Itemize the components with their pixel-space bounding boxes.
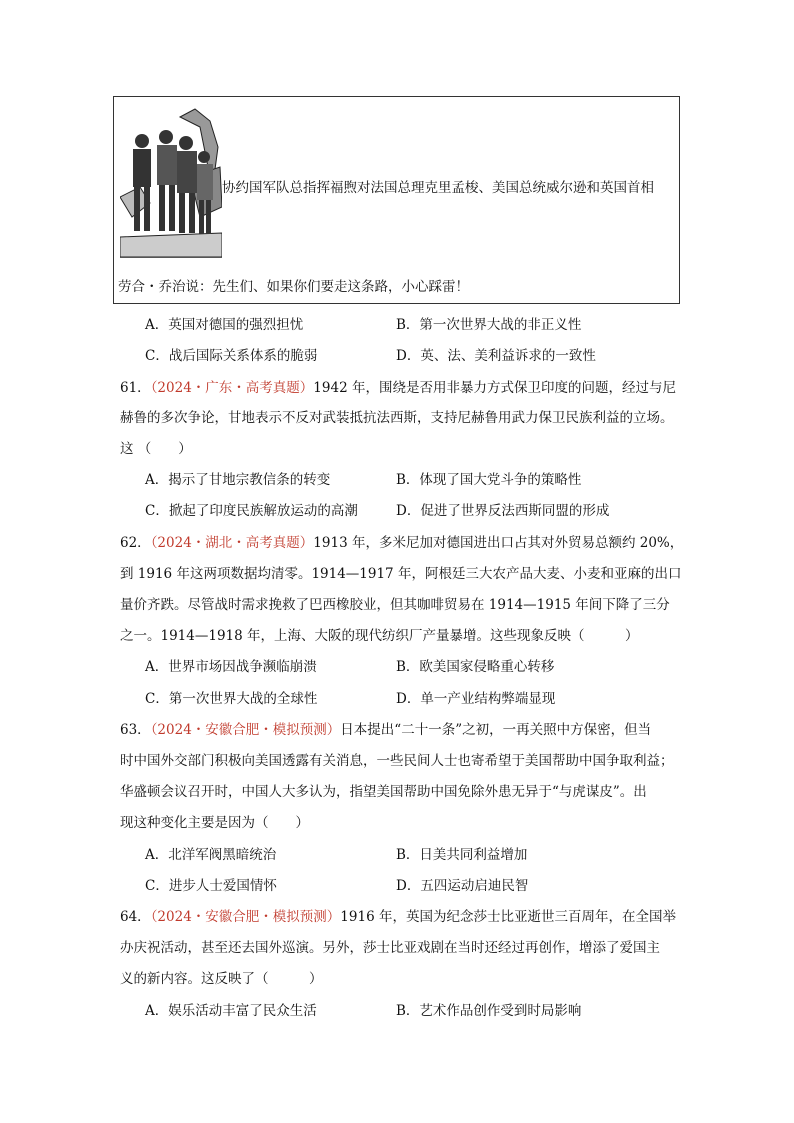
q63-option-b[interactable]: B．日美共同利益增加 [396,847,528,863]
question-source: （2024・安徽合肥・模拟预测） [150,722,341,738]
q61-option-c[interactable]: C．掀起了印度民族解放运动的高潮 [145,503,358,519]
q61-stem-line-3: 这 （ ） [120,441,192,457]
q62-option-b[interactable]: B．欧美国家侵略重心转移 [396,659,555,675]
cartoon-illustration [120,107,222,257]
q63-option-c[interactable]: C．进步人士爱国情怀 [145,878,277,894]
illustration-underline [120,257,222,258]
q62-option-d[interactable]: D．单一产业结构弊端显现 [396,691,556,707]
stem-text: 1942 年，围绕是否用非暴力方式保卫印度的问题，经过与尼 [313,380,676,396]
question-number: 64． [120,909,151,925]
question-source: （2024・湖北・高考真题） [150,535,314,551]
question-source: （2024・安徽合肥・模拟预测） [150,909,341,925]
q64-option-a[interactable]: A．娱乐活动丰富了民众生活 [145,1003,317,1019]
q63-option-a[interactable]: A．北洋军阀黑暗统治 [145,847,277,863]
question-number: 63． [120,722,151,738]
question-source: （2024・广东・高考真题） [150,380,314,396]
q62-option-a[interactable]: A．世界市场因战争濒临崩溃 [145,659,317,675]
q60-option-a[interactable]: A．英国对德国的强烈担忧 [145,317,304,333]
q63-stem-line-2: 时中国外交部门积极向美国透露有关消息，一些民间人士也寄希望于美国帮助中国争取利益； [120,753,674,769]
stem-text: 1916 年，英国为纪念莎士比亚逝世三百周年，在全国举 [340,909,676,925]
q61-option-d[interactable]: D．促进了世界反法西斯同盟的形成 [396,503,610,519]
cartoon-caption-line-2: 劳合・乔治说：先生们、如果你们要走这条路，小心踩雷！ [118,279,469,295]
cartoon-caption-line-1: 协约国军队总指挥福煦对法国总理克里孟梭、美国总统威尔逊和英国首相 [222,180,654,196]
q61-stem-line-1 [120,376,676,396]
q64-stem-line-3: 义的新内容。这反映了（ ） [120,971,323,987]
q61-option-b[interactable]: B．体现了国大党斗争的策略性 [396,472,582,488]
q63-stem-line-1 [120,718,651,738]
q63-stem-line-4: 现这种变化主要是因为（ ） [120,815,309,831]
q61-option-a[interactable]: A．揭示了甘地宗教信条的转变 [145,472,331,488]
q60-option-c[interactable]: C．战后国际关系体系的脆弱 [145,348,318,364]
q60-option-b[interactable]: B．第一次世界大战的非正义性 [396,317,582,333]
question-number: 61． [120,380,151,396]
q62-stem-line-4: 之一。1914—1918 年，上海、大阪的现代纺织厂产量暴增。这些现象反映（ ） [120,628,639,644]
cartoon-figure-box [113,96,680,304]
stem-text: 1913 年，多米尼加对德国进出口占其对外贸易总额约 20%， [313,535,684,551]
q61-stem-line-2: 赫鲁的多次争论，甘地表示不反对武装抵抗法西斯，支持尼赫鲁用武力保卫民族利益的立场。 [120,410,674,426]
q60-option-d[interactable]: D．英、法、美利益诉求的一致性 [396,348,596,364]
q64-stem-line-1 [120,905,676,925]
q63-stem-line-3: 华盛顿会议召开时，中国人大多认为，指望美国帮助中国免除外患无异于“与虎谋皮”。出 [120,784,647,800]
q64-option-b[interactable]: B．艺术作品创作受到时局影响 [396,1003,582,1019]
q63-option-d[interactable]: D．五四运动启迪民智 [396,878,529,894]
question-number: 62． [120,535,151,551]
q64-stem-line-2: 办庆祝活动，甚至还去国外巡演。另外，莎士比亚戏剧在当时还经过再创作，增添了爱国主 [120,940,660,956]
q62-stem-line-1 [120,531,683,551]
q62-stem-line-2: 到 1916 年这两项数据均清零。1914—1917 年，阿根廷三大农产品大麦、小麦和亚麻的出口 [120,566,682,582]
q62-stem-line-3: 量价齐跌。尽管战时需求挽救了巴西橡胶业，但其咖啡贸易在 1914—1915 年间下降了三分 [120,597,670,613]
q62-option-c[interactable]: C．第一次世界大战的全球性 [145,691,318,707]
stem-text: 日本提出“二十一条”之初，一再关照中方保密，但当 [340,722,652,738]
